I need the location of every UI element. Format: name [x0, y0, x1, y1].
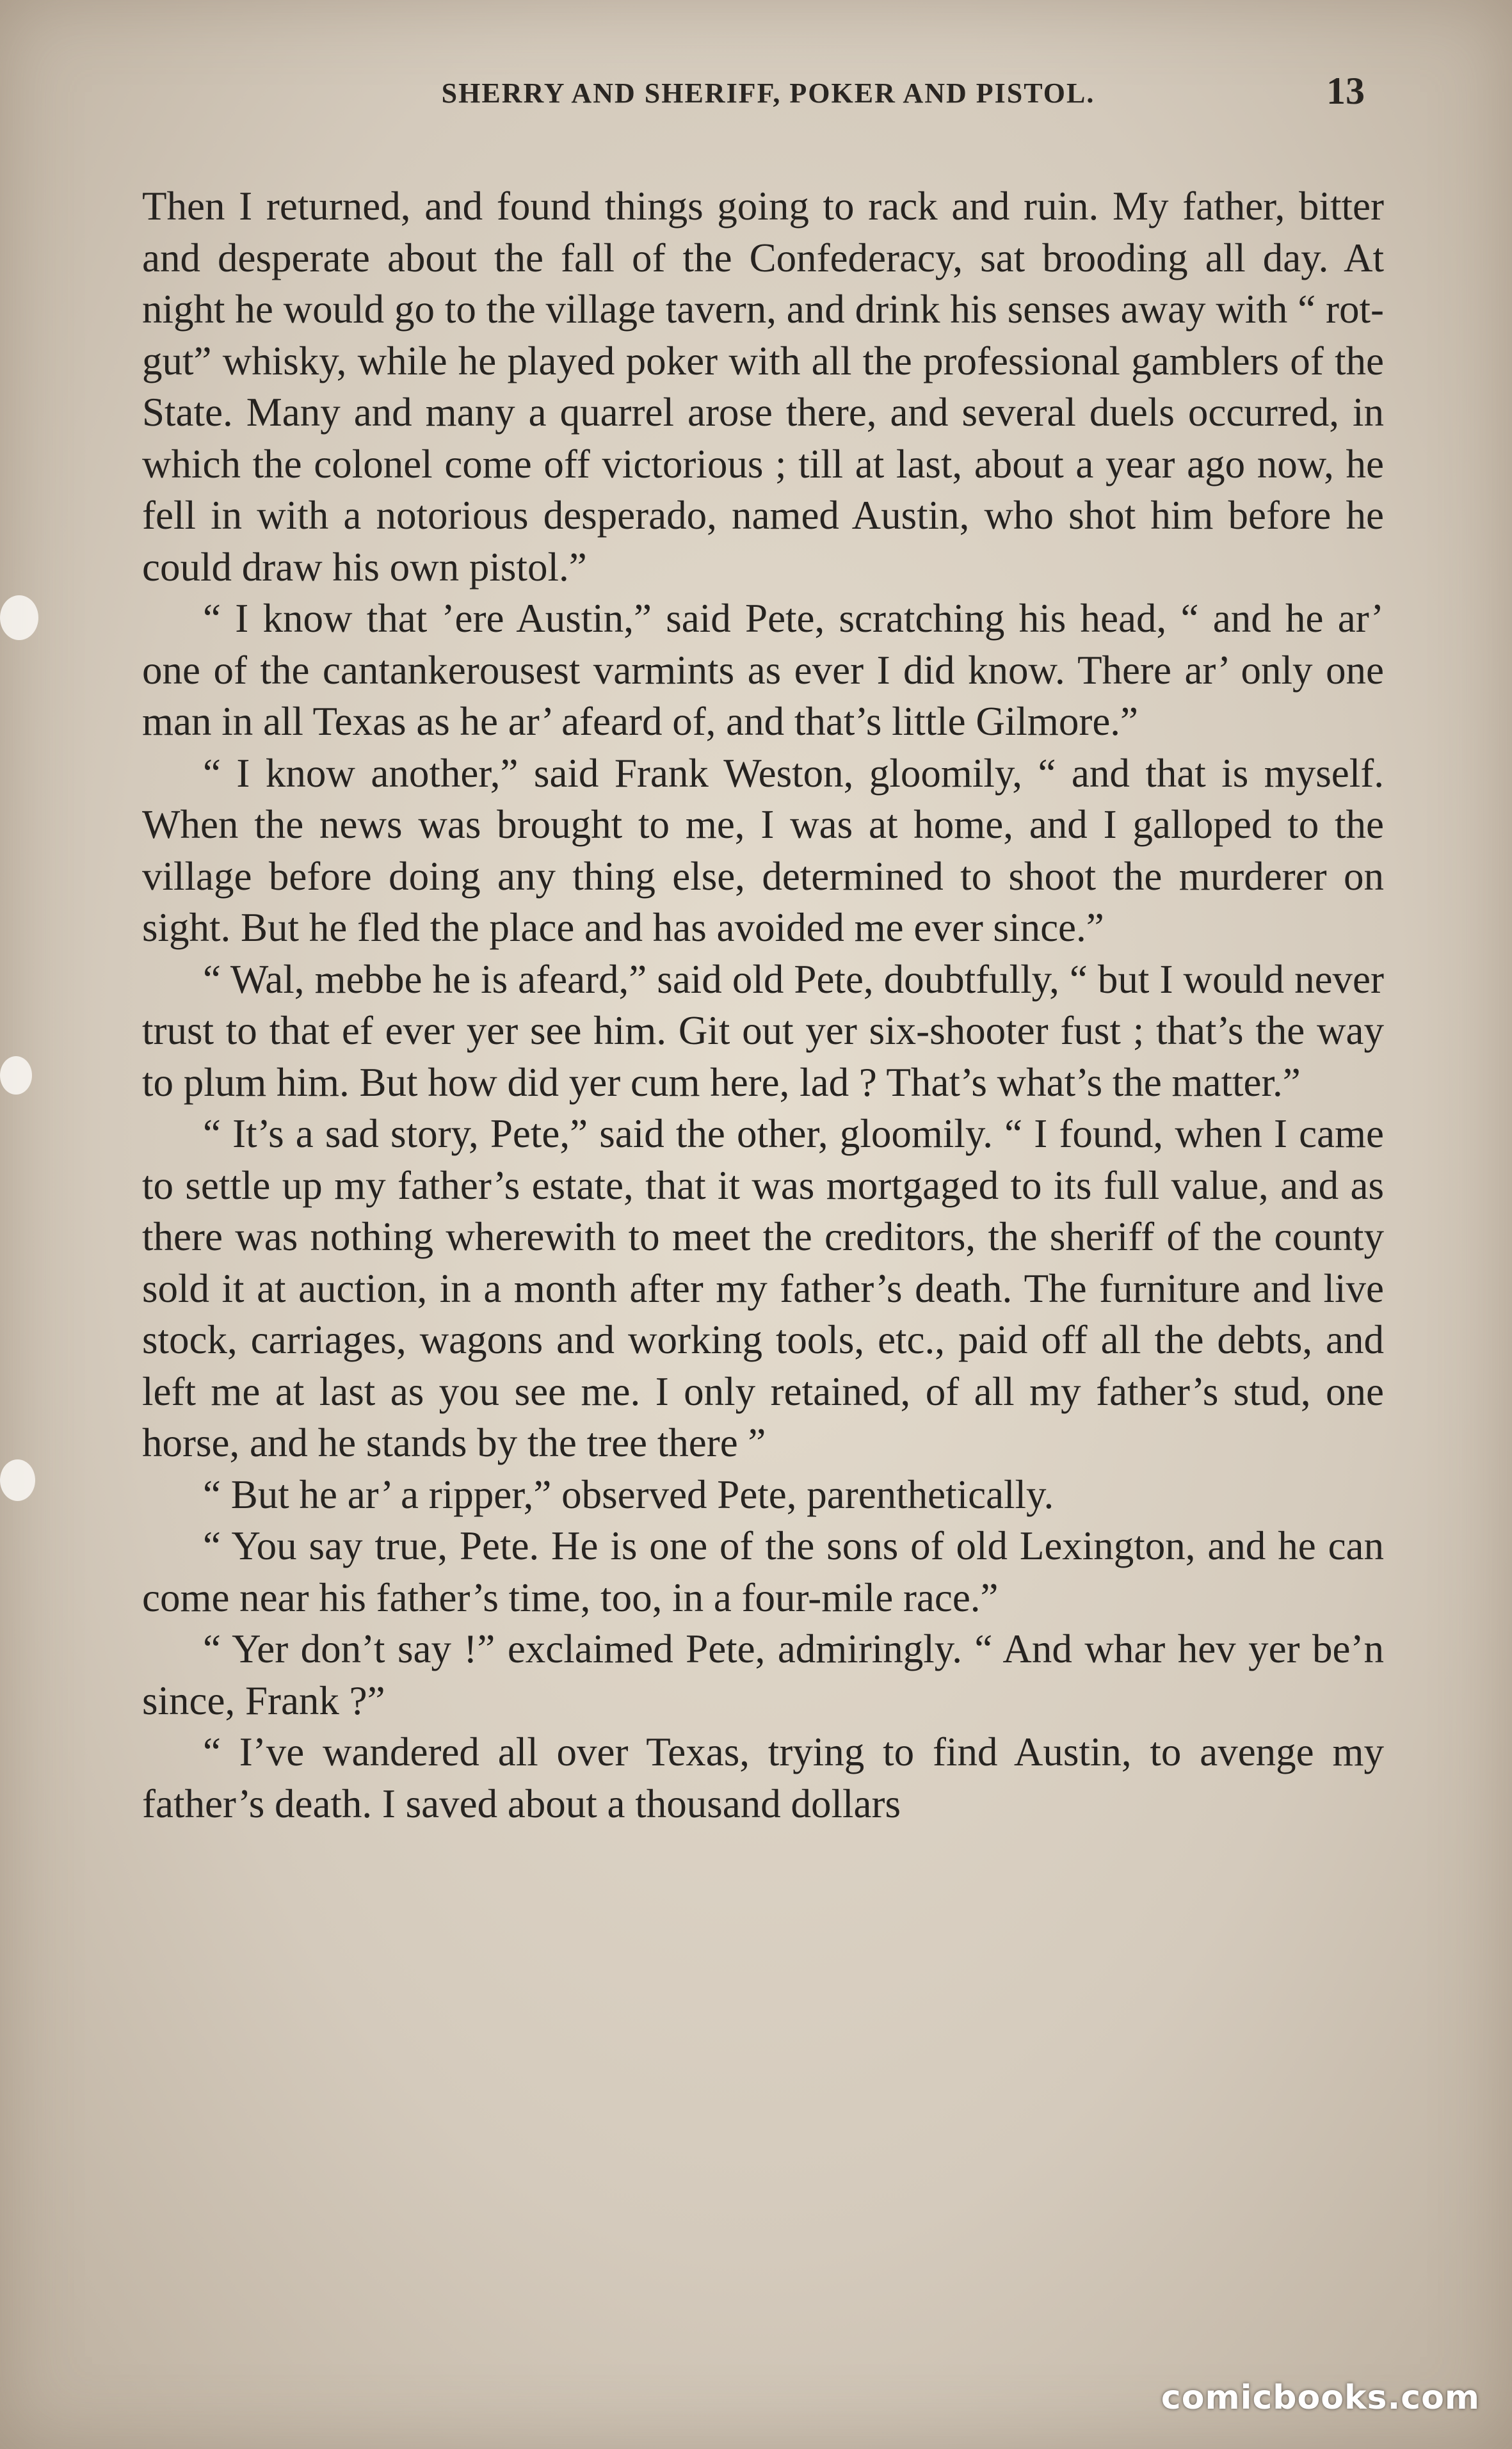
- paragraph: “ I know another,” said Frank Weston, gloomily, “ and that is myself. When the news was brought to me, I was at home, and I galloped to the village before doing any thing else, determined to shoot the murderer on sight. But he fled the place and has avoided me ever since.”: [142, 750, 1384, 950]
- watermark: comicbooks.com: [1161, 2379, 1480, 2417]
- paragraph: “ But he ar’ a ripper,” observed Pete, parenthetically.: [203, 1472, 1054, 1517]
- body-text: [142, 181, 1384, 1829]
- paragraph: “ I know that ’ere Austin,” said Pete, scratching his head, “ and he ar’ one of the cantankerousest varmints as ever I did know. There ar’ only one man in all Texas as he ar’ afeard of, and that’s little Gilmore.”: [142, 596, 1384, 744]
- paragraph: “ Wal, mebbe he is afeard,” said old Pete, doubtfully, “ but I would never trust to that ef ever yer see him. Git out yer six-shooter fust ; that’s the way to plum him. But how did yer cum here, lad ? That’s what’s the matter.”: [142, 956, 1384, 1105]
- page-tear-mark: [0, 1056, 32, 1095]
- page-number: 13: [1326, 70, 1365, 112]
- paragraph: “ Yer don’t say !” exclaimed Pete, admiringly. “ And whar hev yer be’n since, Frank ?”: [142, 1626, 1384, 1723]
- paragraph: “ It’s a sad story, Pete,” said the other, gloomily. “ I found, when I came to settle up my father’s estate, that it was mortgaged to its full value, and as there was nothing wherewith to meet the creditors, the sheriff of the county sold it at auction, in a month after my father’s death. The furniture and live stock, carriages, wagons and working tools, etc., paid off all the debts, and left me at last as you see me. I only retained, of all my father’s stud, one horse, and he stands by the tree there ”: [142, 1111, 1384, 1465]
- paragraph: “ You say true, Pete. He is one of the sons of old Lexington, and he can come near his father’s time, too, in a four-mile race.”: [142, 1523, 1384, 1620]
- paragraph: Then I returned, and found things going to rack and ruin. My father, bitter and desperate about the fall of the Confederacy, sat brooding all day. At night he would go to the village tavern, and drink his senses away with “ rot-gut” whisky, while he played poker with all the professional gamblers of the State. Many and many a quarrel arose there, and several duels occurred, in which the colonel come off victorious ; till at last, about a year ago now, he fell in with a notorious desperado, named Austin, who shot him before he could draw his own pistol.”: [142, 184, 1384, 590]
- running-head: SHERRY AND SHERIFF, POKER AND PISTOL.: [441, 77, 1095, 109]
- page-tear-mark: [0, 595, 38, 640]
- paragraph: “ I’ve wandered all over Texas, trying to find Austin, to avenge my father’s death. I saved about a thousand dollars: [142, 1730, 1384, 1826]
- page-tear-mark: [0, 1459, 35, 1501]
